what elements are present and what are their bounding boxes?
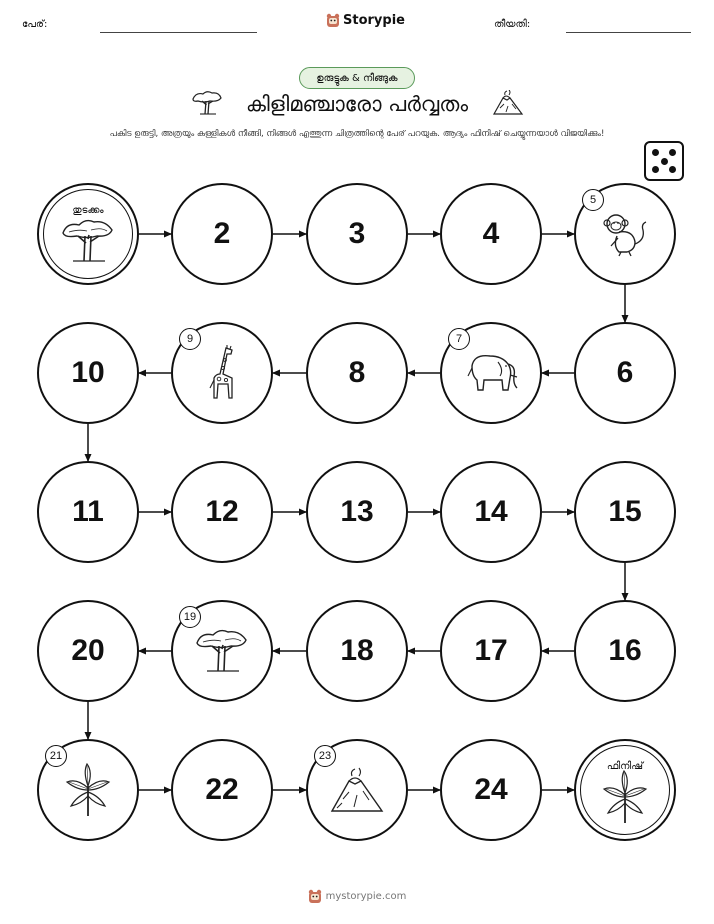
space-number: 10 (71, 356, 105, 389)
space-number: 2 (213, 217, 231, 250)
board-space-24[interactable] (440, 739, 542, 841)
finish-label: ഫിനിഷ് (606, 761, 644, 772)
board-space-15[interactable] (574, 461, 676, 563)
space-number: 17 (474, 634, 508, 667)
giraffe-icon (202, 344, 242, 402)
board-space-18[interactable] (306, 600, 408, 702)
space-number: 11 (72, 495, 104, 528)
acacia-tree-icon (193, 627, 251, 675)
banana-plant-icon (63, 762, 113, 818)
space-number-badge: 21 (45, 745, 67, 767)
space-number: 22 (205, 773, 239, 806)
space-number: 14 (474, 495, 508, 528)
finish-space[interactable] (574, 739, 676, 841)
space-number: 6 (616, 356, 634, 389)
board-space-22[interactable] (171, 739, 273, 841)
name-label: പേര്: (22, 19, 48, 30)
board-space-13[interactable] (306, 461, 408, 563)
space-number: 15 (608, 495, 642, 528)
space-number-badge: 19 (179, 606, 201, 628)
space-number-badge: 23 (314, 745, 336, 767)
board-space-8[interactable] (306, 322, 408, 424)
board-space-12[interactable] (171, 461, 273, 563)
board-space-9[interactable] (171, 322, 273, 424)
board-space-20[interactable] (37, 600, 139, 702)
instructions: പകിട ഉരുട്ടി, അത്രയും കള്ളികൾ നീങ്ങി, നിങ്ങൾ എത്തുന്ന ചിത്രത്തിന്റെ പേര് പറയുക. ആദ്യം ഫിനിഷ് ചെയ്യുന്നയാൾ വിജയിക്കും! (109, 129, 605, 139)
board-space-14[interactable] (440, 461, 542, 563)
start-label: തുടക്കം (72, 205, 104, 216)
acacia-tree-icon (59, 217, 117, 265)
brand-name: Storypie (343, 12, 405, 28)
board-space-5[interactable] (574, 183, 676, 285)
board-space-19[interactable] (171, 600, 273, 702)
footer (0, 888, 714, 904)
space-number-badge: 7 (448, 328, 470, 350)
space-number: 4 (482, 217, 500, 250)
board-space-2[interactable] (171, 183, 273, 285)
banana-plant-icon (600, 769, 650, 825)
space-number-badge: 9 (179, 328, 201, 350)
board-space-4[interactable] (440, 183, 542, 285)
space-number-badge: 5 (582, 189, 604, 211)
space-number: 24 (474, 773, 508, 806)
board-space-6[interactable] (574, 322, 676, 424)
board-space-17[interactable] (440, 600, 542, 702)
board-space-23[interactable] (306, 739, 408, 841)
board-space-7[interactable] (440, 322, 542, 424)
bear-mascot-icon (308, 888, 322, 904)
space-number: 13 (340, 495, 374, 528)
monkey-icon (599, 210, 651, 258)
board-space-16[interactable] (574, 600, 676, 702)
board-space-3[interactable] (306, 183, 408, 285)
board-space-11[interactable] (37, 461, 139, 563)
space-number: 16 (608, 634, 642, 667)
board-space-10[interactable] (37, 322, 139, 424)
game-type-badge: ഉരുട്ടുക & നീങ്ങുക (299, 67, 415, 89)
board-space-21[interactable] (37, 739, 139, 841)
space-number: 18 (340, 634, 374, 667)
space-number: 8 (348, 356, 366, 389)
space-number: 20 (71, 634, 105, 667)
page-title: കിളിമഞ്ചാരോ പർവ്വതം (245, 92, 469, 116)
space-number: 12 (205, 495, 239, 528)
start-space[interactable] (37, 183, 139, 285)
volcano-icon (329, 767, 385, 813)
space-number: 3 (348, 217, 366, 250)
footer-url: mystorypie.com (325, 890, 407, 902)
date-label: തീയതി: (494, 19, 531, 30)
elephant-icon (462, 350, 520, 396)
